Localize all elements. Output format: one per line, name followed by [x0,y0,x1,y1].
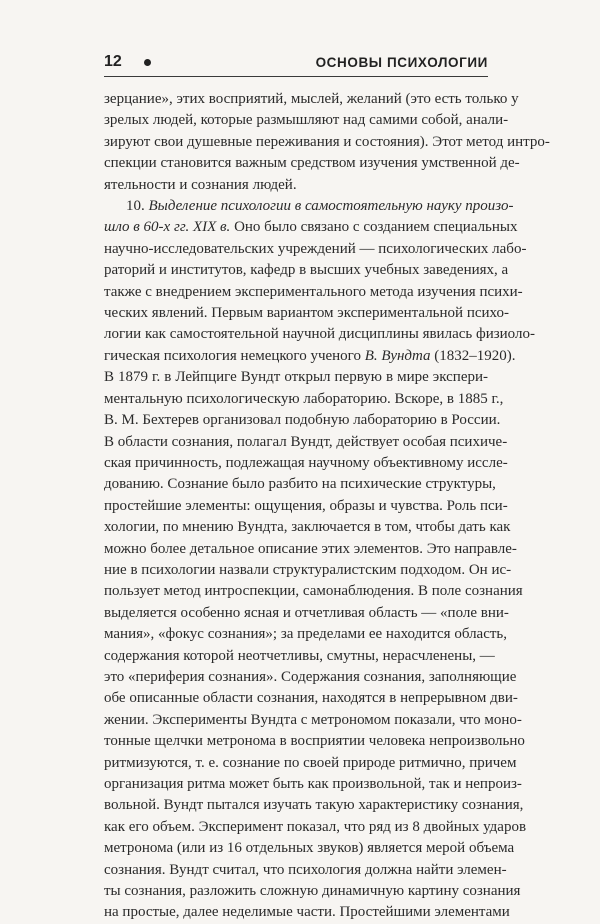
text-line [104,560,512,581]
text-segment: научно-исследовательских учреждений — психологических лабо- [104,240,527,257]
text-segment: ятельности и сознания людей. [104,176,297,193]
text-line [104,710,522,731]
text-segment: выделяется особенно ясная и отчетливая область — «поле вни- [104,604,509,621]
text-segment: зируют свои душевные переживания и состояния). Этот метод интро- [104,133,550,150]
text-segment: вольной. Вундт пытался изучать такую характеристику сознания, [104,797,524,814]
text-segment: ты сознания, разложить сложную динамичную картину сознания [104,883,521,900]
text-line [104,303,509,324]
text-line [104,389,504,410]
running-title: ОСНОВЫ ПСИХОЛОГИИ [315,54,488,70]
text-segment: зрелых людей, которые размышляют над самими собой, анали- [104,112,509,129]
text-line [104,624,508,645]
text-segment: логии как самостоятельной научной дисциплины явилась физиоло- [104,326,535,343]
text-segment: спекции становится важным средством изучения умственной де- [104,155,520,172]
text-line [104,902,510,923]
text-line [104,110,509,131]
text-line [104,282,523,303]
text-segment: пользует метод интроспекции, самонаблюдения. В поле сознания [104,583,523,600]
text-line [104,346,516,367]
text-line [104,324,535,345]
text-segment: можно более детальное описание этих элементов. Это направле- [104,540,517,557]
text-segment: В области сознания, полагал Вундт, действует особая психиче- [104,433,508,450]
text-line [104,367,488,388]
text-line [104,239,527,260]
text-segment: хологии, по мнению Вундта, заключается в том, чтобы дать как [104,519,511,536]
text-line [104,132,550,153]
text-line [104,453,508,474]
text-segment: метронома (или из 16 отдельных звуков) является мерой объема [104,840,515,857]
body-text [104,89,550,924]
text-line [104,474,496,495]
text-segment: организация ритма может быть как произвольной, так и непроиз- [104,776,522,792]
bullet-icon [144,59,151,66]
text-segment: простейшие элементы: ощущения, образы и чувства. Роль пси- [104,497,508,514]
text-segment: В. М. Бехтерев организовал подобную лабораторию в России. [104,412,501,429]
text-line [104,753,517,774]
text-segment: на простые, далее неделимые части. Простейшими элементами [104,904,510,921]
text-line [104,153,520,174]
text-segment: ская причинность, подлежащая научному объективному иссле- [104,454,508,471]
header-left [104,53,151,71]
text-line [104,260,509,281]
text-line [104,539,517,560]
text-line [104,496,508,517]
text-segment: ческих явлений. Первым вариантом экспериментальной психо- [104,305,509,322]
text-segment: 10. [126,198,149,215]
text-line [104,517,511,538]
text-segment: гическая психология немецкого ученого [104,347,365,364]
text-segment: (1832–1920). [430,347,516,364]
italic-text: В. Вундта [364,347,431,364]
text-line [104,217,518,238]
text-line [104,667,517,688]
text-segment: Оно было связано с созданием специальных [230,219,518,236]
text-segment: это «периферия сознания». Содержания сознания, заполняющие [104,668,517,685]
text-segment: ментальную психологическую лабораторию. Вскоре, в 1885 г., [104,390,504,407]
italic-text: Выделение психологии в самостоятельную науку произо- [148,198,514,215]
italic-text: шло в 60-х гг. XIX в. [104,219,231,236]
text-segment: зерцание», этих восприятий, мыслей, желаний (это есть только у [104,91,519,107]
text-line [104,838,515,859]
text-segment: тонные щелчки метронома в восприятии человека непроизвольно [104,733,525,750]
text-segment: мания», «фокус сознания»; за пределами ее находится область, [104,626,508,643]
text-segment: жении. Эксперименты Вундта с метрономом показали, что моно- [104,711,522,728]
text-line [104,817,527,838]
text-line [104,89,519,110]
text-line [104,603,509,624]
text-segment: как его объем. Эксперимент показал, что ряд из 8 двойных ударов [104,818,527,835]
text-line [104,774,522,795]
text-line [104,410,501,431]
page-header [104,48,488,77]
text-line [104,860,507,881]
text-segment: содержания которой неотчетливы, смутны, нерасчленены, — [104,647,495,664]
text-segment: обе описанные области сознания, находятся в непрерывном дви- [104,690,518,707]
page-number: 12 [104,53,122,70]
text-segment: также с внедрением экспериментального метода изучения психи- [104,283,523,300]
text-line [104,688,518,709]
text-segment: В 1879 г. в Лейпциге Вундт открыл первую в мире экспери- [104,369,488,386]
text-line [104,731,525,752]
text-line [104,881,521,902]
text-line [104,432,508,453]
text-line [104,175,488,196]
text-line [104,196,514,217]
text-line [104,795,524,816]
text-segment: раторий и институтов, кафедр в высших учебных заведениях, а [104,262,509,279]
text-line [104,581,523,602]
text-segment: ритмизуются, т. е. сознание по своей природе ритмично, причем [104,754,517,771]
text-line [104,646,495,667]
text-segment: дованию. Сознание было разбито на психические структуры, [104,476,496,493]
text-segment: сознания. Вундт считал, что психология должна найти элемен- [104,861,507,878]
text-segment: ние в психологии назвали структуралистским подходом. Он ис- [104,561,512,578]
